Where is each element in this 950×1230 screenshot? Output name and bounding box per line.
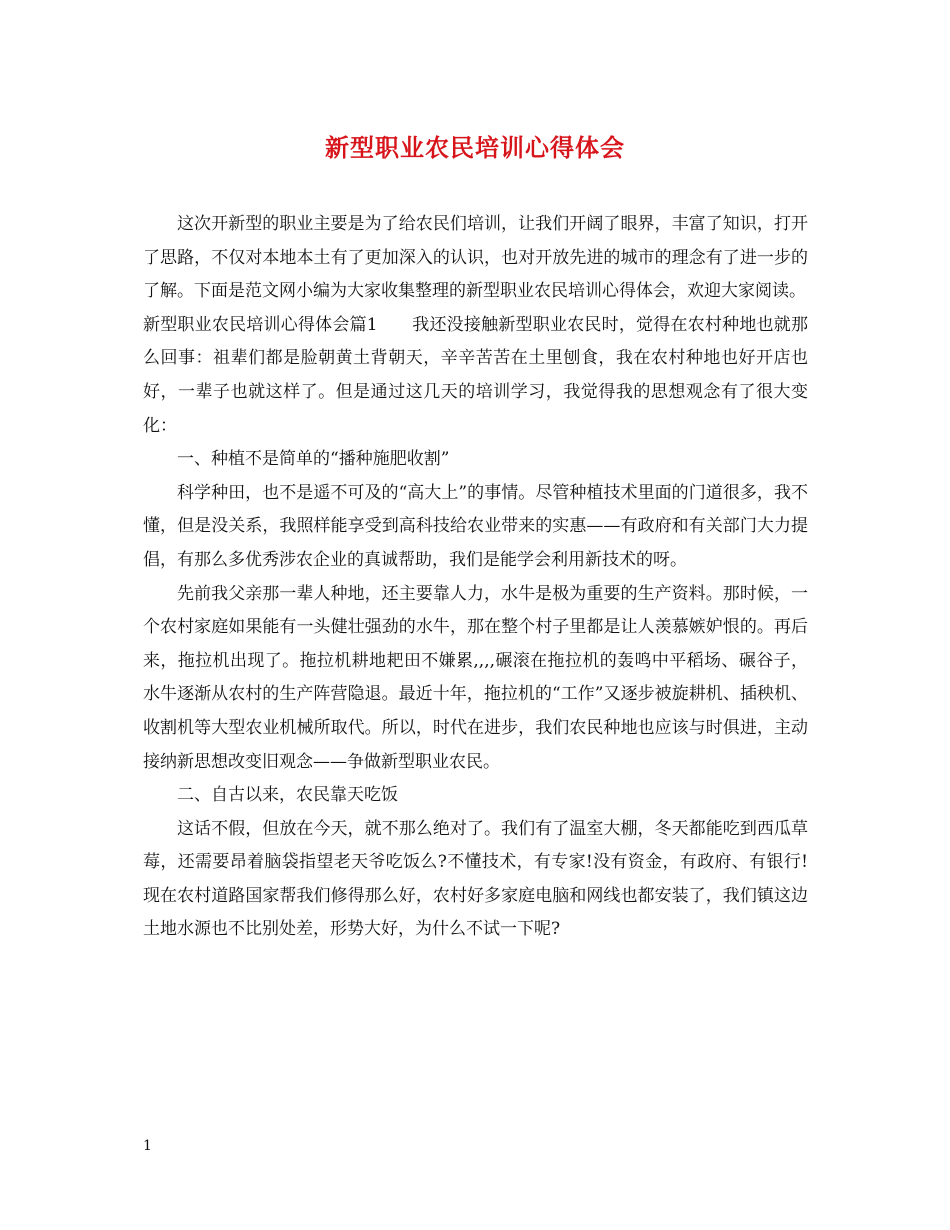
heading-point-2: 二、自古以来，农民靠天吃饭	[177, 785, 398, 806]
paragraph-intro: 这次开新型的职业主要是为了给农民们培训，让我们开阔了眼界，丰富了知识，打开了思路，不仅对本地本土有了更加深入的认识，也对开放先进的城市的理念有了进一步的了解。下面是范文网小编为大家收集整理的新型职业农民培训心得体会，欢迎大家阅读。	[143, 214, 808, 302]
paragraph-point-2: 这话不假，但放在今天，就不那么绝对了。我们有了温室大棚，冬天都能吃到西瓜草莓，还需要昂着脑袋指望老天爷吃饭么?不懂技术，有专家!没有资金，有政府、有银行!现在农村道路国家帮我们修得那么好，农村好多家庭电脑和网线也都安装了，我们镇这边土地水源也不比别处差，形势大好，为什么不试一下呢?	[143, 818, 808, 940]
page-number: 1	[143, 1138, 152, 1154]
paragraph-point-1-a: 科学种田，也不是遥不可及的“高大上”的事情。尽管种植技术里面的门道很多，我不懂，但是没关系，我照样能享受到高科技给农业带来的实惠——有政府和有关部门大力提倡，有那么多优秀涉农企业的真诚帮助，我们是能学会利用新技术的呀。	[143, 482, 808, 570]
document-title: 新型职业农民培训心得体会	[325, 133, 625, 162]
document-body	[143, 208, 808, 947]
paragraph-section-1: 新型职业农民培训心得体会篇1 我还没接触新型职业农民时，觉得在农村种地也就那么回事：祖辈们都是脸朝黄土背朝天，辛辛苦苦在土里刨食，我在农村种地也好开店也好，一辈子也就这样了。但是通过这几天的培训学习，我觉得我的思想观念有了很大变化：	[143, 314, 808, 436]
paragraph-point-1-b: 先前我父亲那一辈人种地，还主要靠人力，水牛是极为重要的生产资料。那时候，一个农村家庭如果能有一头健壮强劲的水牛，那在整个村子里都是让人羡慕嫉妒恨的。再后来，拖拉机出现了。拖拉机耕地耙田不嫌累,,,,碾滚在拖拉机的轰鸣中平稻场、碾谷子，水牛逐渐从农村的生产阵营隐退。最近十年，拖拉机的“工作”又逐步被旋耕机、插秧机、收割机等大型农业机械所取代。所以，时代在进步，我们农民种地也应该与时俱进，主动接纳新思想改变旧观念——争做新型职业农民。	[143, 583, 808, 772]
heading-point-1: 一、种植不是简单的“播种施肥收割”	[177, 449, 450, 470]
